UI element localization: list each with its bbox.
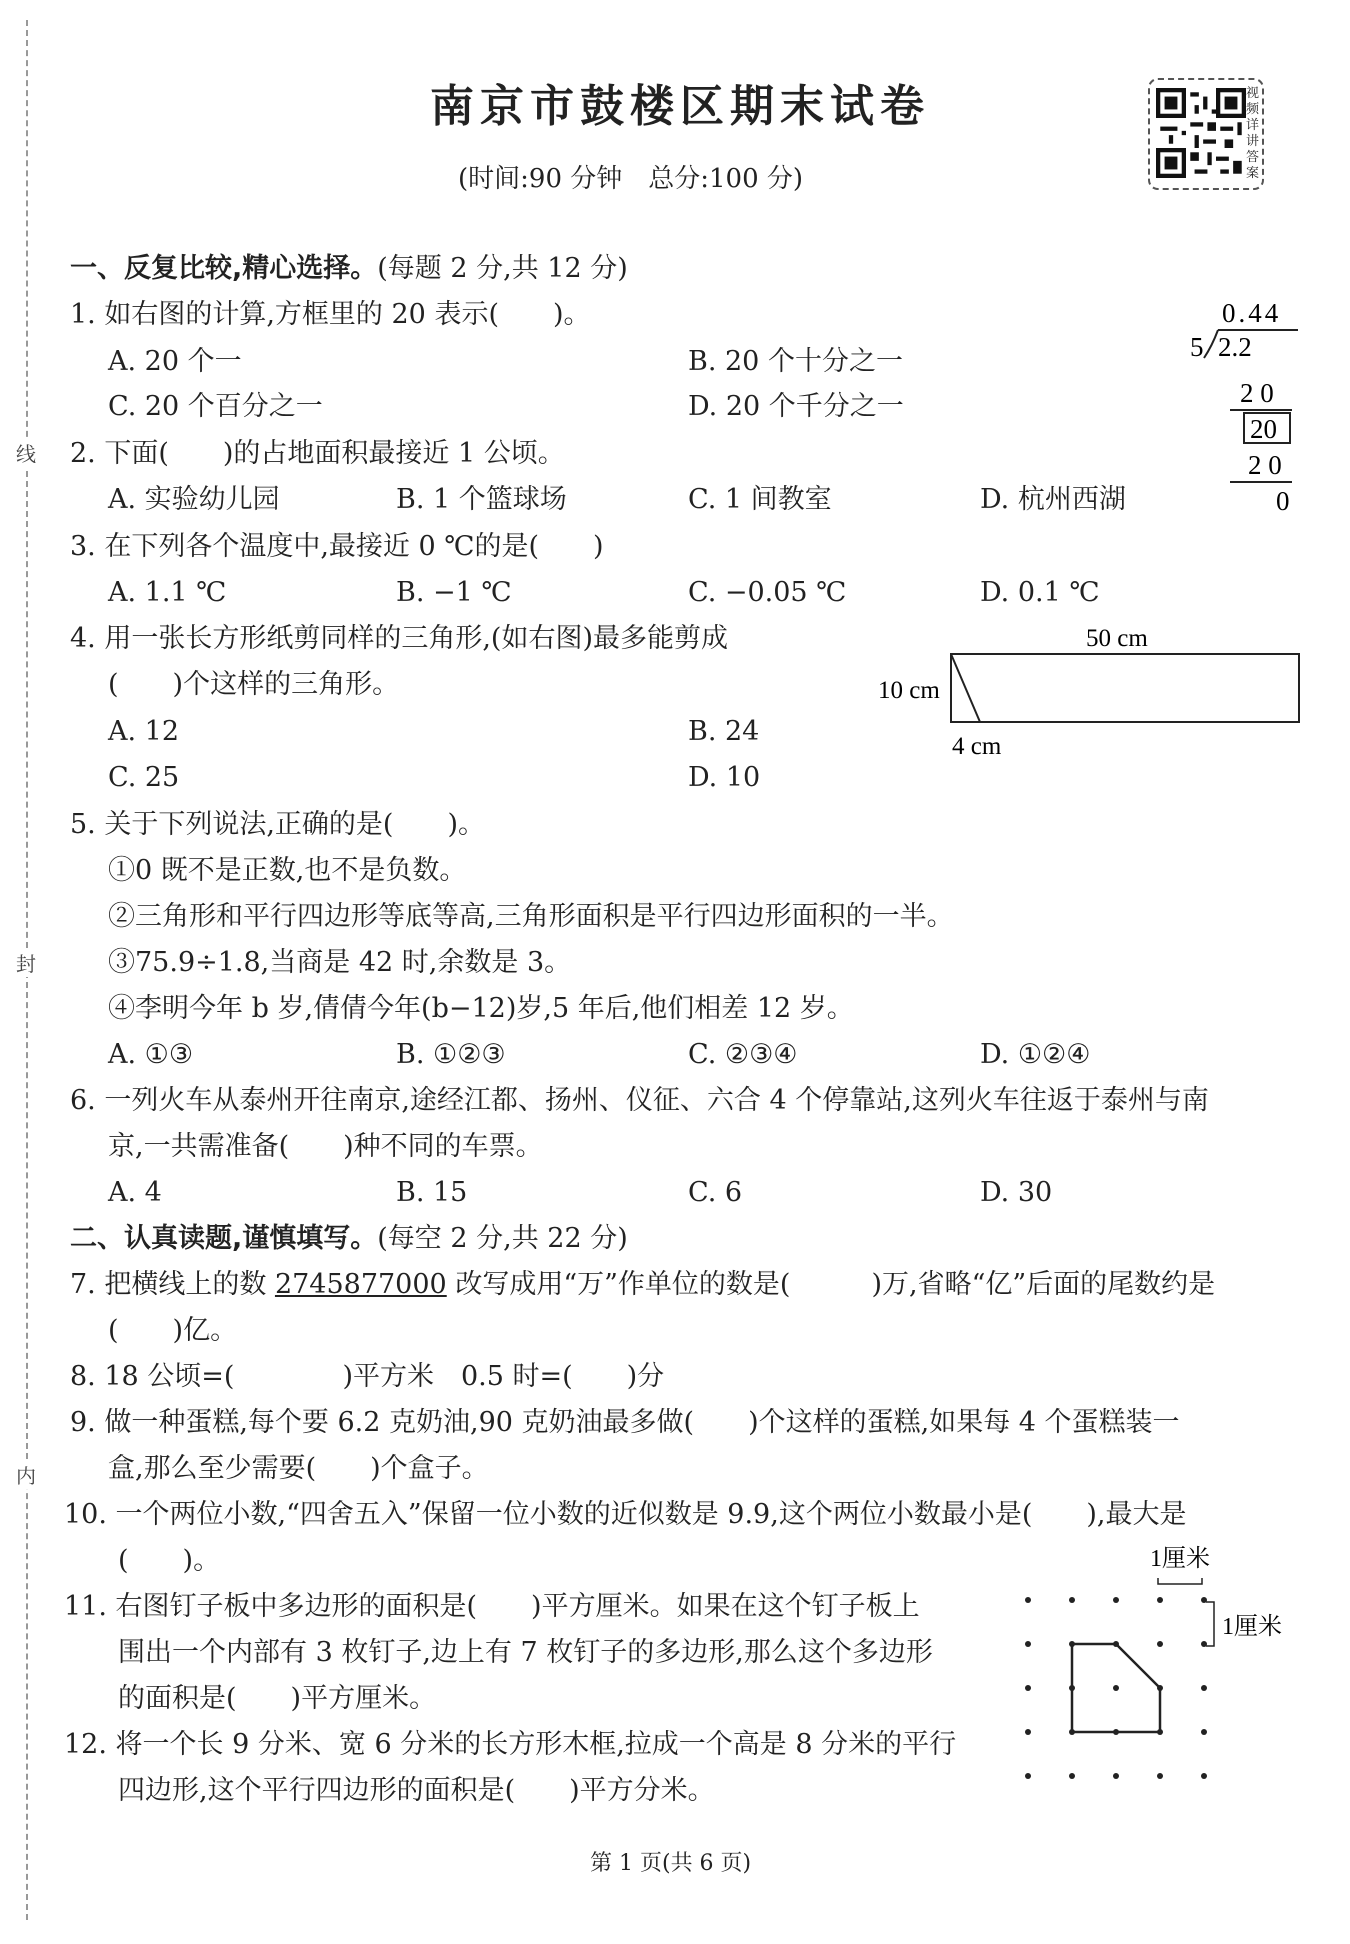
q5-option-b[interactable]: B. ①②③ xyxy=(396,1039,506,1070)
q12-line2: 四边形,这个平行四边形的面积是( )平方分米。 xyxy=(118,1775,715,1806)
qr-label: 视频详讲答案 xyxy=(1246,86,1260,181)
q5-statement-1: ①0 既不是正数,也不是负数。 xyxy=(108,855,467,886)
paper-rectangle xyxy=(951,654,1299,722)
q2-option-c[interactable]: C. 1 间教室 xyxy=(688,484,832,515)
q11-line2: 围出一个内部有 3 枚钉子,边上有 7 枚钉子的多边形,那么这个多边形 xyxy=(118,1637,933,1668)
pegboard-figure xyxy=(1010,1538,1310,1788)
q7-line1 xyxy=(70,1268,1215,1302)
q7-number: 2745877000 xyxy=(274,1269,447,1300)
peg-grid xyxy=(1025,1597,1207,1779)
binding-label-seal: 封 xyxy=(14,948,38,977)
rect-base-label: 4 cm xyxy=(952,733,1002,760)
page-title: 南京市鼓楼区期末试卷 xyxy=(430,81,930,132)
q6-stem-line2: 京,一共需准备( )种不同的车票。 xyxy=(108,1131,543,1162)
q2-option-b[interactable]: B. 1 个篮球场 xyxy=(396,484,567,515)
q3-option-a[interactable]: A. 1.1 ℃ xyxy=(108,577,227,608)
q10-line1: 10. 一个两位小数,“四舍五入”保留一位小数的近似数是 9.9,这个两位小数最小是( ),最大是 xyxy=(64,1499,1187,1530)
q3-stem: 3. 在下列各个温度中,最接近 0 ℃的是( ) xyxy=(70,531,604,562)
q11-line3: 的面积是( )平方厘米。 xyxy=(118,1683,437,1714)
section-2-note: (每空 2 分,共 22 分) xyxy=(377,1223,628,1254)
qr-code-icon xyxy=(1156,88,1246,178)
q4-option-b[interactable]: B. 24 xyxy=(688,716,760,747)
section-1-note: (每题 2 分,共 12 分) xyxy=(377,253,628,284)
long-division-figure xyxy=(1180,296,1310,518)
q5-option-a[interactable]: A. ①③ xyxy=(108,1039,194,1070)
division-boxed-value: 20 xyxy=(1250,414,1277,444)
q5-option-d[interactable]: D. ①②④ xyxy=(980,1039,1091,1070)
rect-width-label: 50 cm xyxy=(1086,625,1148,652)
section-1-title: 一、反复比较,精心选择。 xyxy=(70,253,378,284)
q4-option-c[interactable]: C. 25 xyxy=(108,762,180,793)
q5-statement-2: ②三角形和平行四边形等底等高,三角形面积是平行四边形面积的一半。 xyxy=(108,901,954,932)
q8-text: 8. 18 公顷=( )平方米 0.5 时=( )分 xyxy=(70,1361,665,1392)
q5-option-c[interactable]: C. ②③④ xyxy=(688,1039,798,1070)
section-2-title: 二、认真读题,谨慎填写。 xyxy=(70,1223,378,1254)
pegboard-unit-vertical: 1厘米 xyxy=(1222,1614,1282,1640)
binding-label-inner: 内 xyxy=(14,1460,38,1489)
q5-statement-4: ④李明今年 b 岁,倩倩今年(b−12)岁,5 年后,他们相差 12 岁。 xyxy=(108,993,854,1024)
q6-option-b[interactable]: B. 15 xyxy=(396,1177,468,1208)
q3-option-c[interactable]: C. −0.05 ℃ xyxy=(688,577,847,608)
q2-option-a[interactable]: A. 实验幼儿园 xyxy=(108,484,280,515)
triangle-cut-line xyxy=(951,654,980,722)
q3-option-d[interactable]: D. 0.1 ℃ xyxy=(980,577,1100,608)
q7-pre: 7. 把横线上的数 xyxy=(70,1269,275,1300)
q4-stem-line1: 4. 用一张长方形纸剪同样的三角形,(如右图)最多能剪成 xyxy=(70,623,728,654)
q1-option-a[interactable]: A. 20 个一 xyxy=(108,346,242,377)
q4-option-d[interactable]: D. 10 xyxy=(688,762,761,793)
q5-statement-3: ③75.9÷1.8,当商是 42 时,余数是 3。 xyxy=(108,947,572,978)
division-remainder: 0 xyxy=(1276,486,1290,516)
q11-line1: 11. 右图钉子板中多边形的面积是( )平方厘米。如果在这个钉子板上 xyxy=(64,1591,920,1622)
section-1-heading xyxy=(70,252,628,286)
division-row1: 2 0 xyxy=(1240,378,1274,408)
division-row2: 2 0 xyxy=(1248,450,1282,480)
q4-stem-line2: ( )个这样的三角形。 xyxy=(108,669,400,700)
q10-line2: ( )。 xyxy=(118,1545,221,1576)
rect-height-label: 10 cm xyxy=(878,677,940,704)
q9-line1: 9. 做一种蛋糕,每个要 6.2 克奶油,90 克奶油最多做( )个这样的蛋糕,如果每 4 个蛋糕装一 xyxy=(70,1407,1180,1438)
q6-stem-line1: 6. 一列火车从泰州开往南京,途经江都、扬州、仪征、六合 4 个停靠站,这列火车往返于泰州与南 xyxy=(70,1085,1209,1116)
q7-post: 改写成用“万”作单位的数是( )万,省略“亿”后面的尾数约是 xyxy=(446,1269,1216,1300)
q9-line2: 盒,那么至少需要( )个盒子。 xyxy=(108,1453,489,1484)
q3-option-b[interactable]: B. −1 ℃ xyxy=(396,577,512,608)
q7-line2: ( )亿。 xyxy=(108,1315,238,1346)
binding-label-line: 线 xyxy=(14,438,38,467)
q2-option-d[interactable]: D. 杭州西湖 xyxy=(980,484,1126,515)
q1-stem: 1. 如右图的计算,方框里的 20 表示( )。 xyxy=(70,299,591,330)
q1-option-c[interactable]: C. 20 个百分之一 xyxy=(108,391,323,422)
q6-option-d[interactable]: D. 30 xyxy=(980,1177,1053,1208)
division-divisor: 5 xyxy=(1190,332,1204,362)
division-dividend: 2.2 xyxy=(1218,332,1252,362)
q6-option-c[interactable]: C. 6 xyxy=(688,1177,743,1208)
q1-option-b[interactable]: B. 20 个十分之一 xyxy=(688,346,903,377)
page-footer: 第 1 页(共 6 页) xyxy=(590,1851,752,1876)
page-subtitle: (时间:90 分钟 总分:100 分) xyxy=(458,164,804,194)
q2-stem: 2. 下面( )的占地面积最接近 1 公顷。 xyxy=(70,438,565,469)
section-2-heading xyxy=(70,1222,628,1256)
q12-line1: 12. 将一个长 9 分米、宽 6 分米的长方形木框,拉成一个高是 8 分米的平行 xyxy=(64,1729,957,1760)
q5-stem: 5. 关于下列说法,正确的是( )。 xyxy=(70,809,485,840)
qr-frame[interactable] xyxy=(1148,78,1264,190)
pegboard-unit-horizontal: 1厘米 xyxy=(1150,1546,1210,1572)
q6-option-a[interactable]: A. 4 xyxy=(108,1177,162,1208)
q1-option-d[interactable]: D. 20 个千分之一 xyxy=(688,391,904,422)
rectangle-triangle-figure xyxy=(876,620,1306,768)
division-quotient: 0.44 xyxy=(1222,298,1282,328)
q4-option-a[interactable]: A. 12 xyxy=(108,716,180,747)
